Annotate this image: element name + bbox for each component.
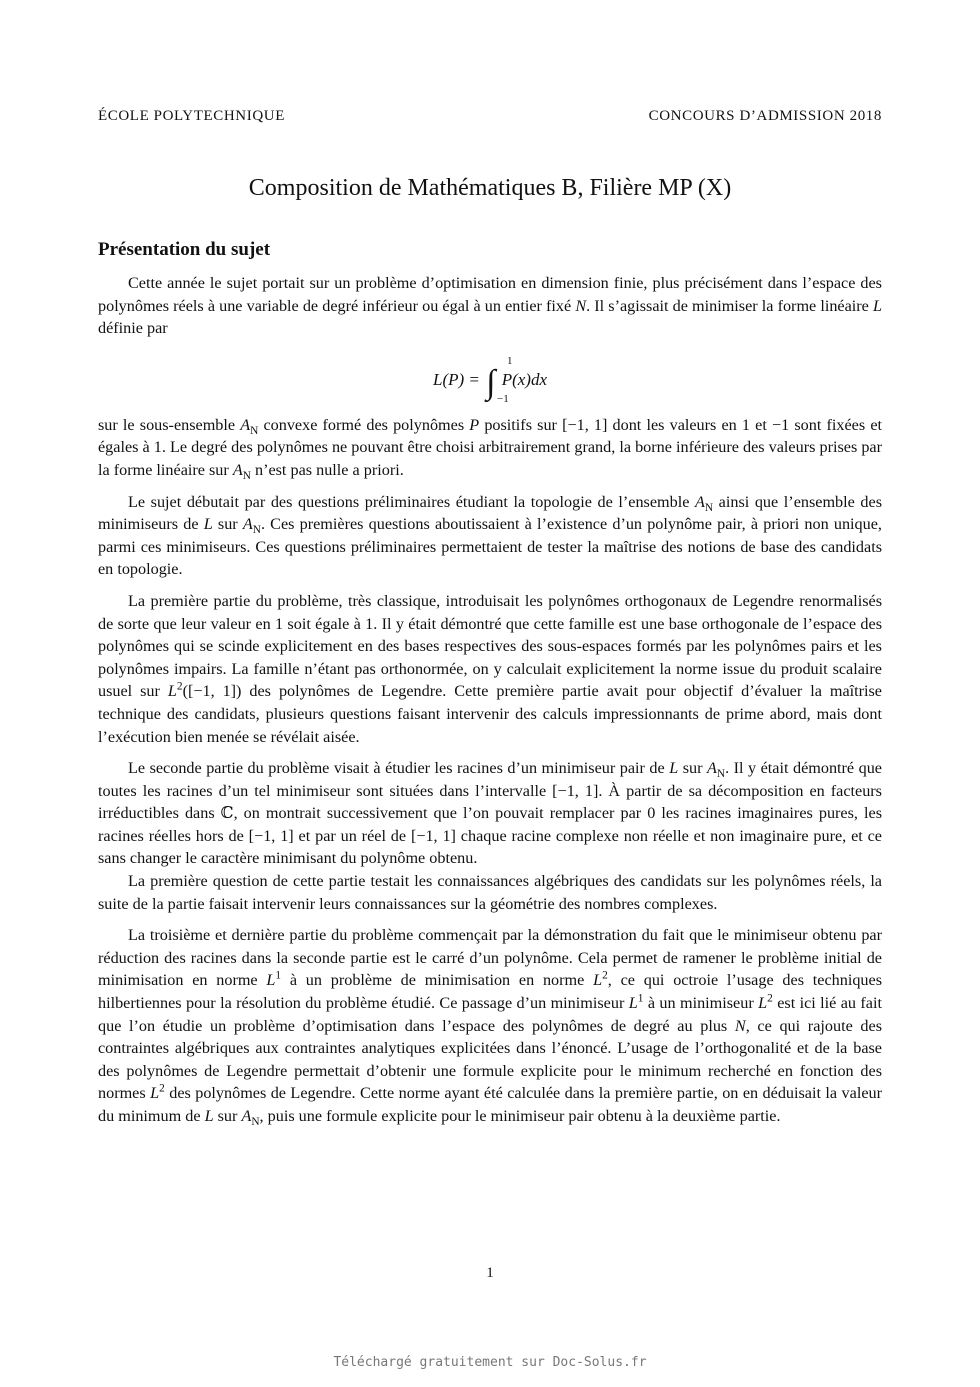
document-title: Composition de Mathématiques B, Filière MP (X): [248, 175, 732, 201]
paragraph-2: sur le sous-ensemble $A_N$ convexe formé des polynômes P positifs sur [−1, 1] dont les valeurs en 1 et −1 sont fixées et égales à 1. Le degré des polynômes ne pouvant être choisi arbitrairement grand, la borne inférieure des valeurs prises par la forme linéaire sur $A_N$ n’est pas nulle a priori.: [98, 415, 882, 483]
document-body: [98, 272, 882, 1128]
integral-sign: ∫: [486, 363, 496, 401]
paragraph-6: La première question de cette partie testait les connaissances algébriques des candidats sur les polynômes réels, la suite de la partie faisait intervenir leurs connaissances sur la géométrie des nombres complexes.: [98, 872, 882, 913]
paragraph-3: Le sujet débutait par des questions préliminaires étudiant la topologie de l’ensemble $A_N$ ainsi que l’ensemble des minimiseurs de L sur $A_N$. Ces premières questions aboutissaient à l’existence d’un polynôme pair, à priori non unique, parmi ces minimiseurs. Ces questions préliminaires permettaient de tester la maîtrise des notions de base des candidats en topologie.: [98, 492, 882, 579]
page-header: [98, 108, 882, 128]
formula-lhs: L(P) =: [432, 369, 480, 389]
paragraph-4: La première partie du problème, très classique, introduisait les polynômes orthogonaux de Legendre renormalisés de sorte que leur valeur en 1 soit égale à 1. Il y était démontré que cette famille est une base orthogonale de l’espace des polynômes qui se scinde explicitement en des bases respectives des sous-espaces formés par les polynômes pairs et les polynômes impairs. La famille n’étant pas orthonormée, on y calculait explicitement la norme issue du produit scalaire usuel sur $L^2([-1$, 1]) des polynômes de Legendre. Cette première partie avait pour objectif d’évaluer la maîtrise technique des candidats, plusieurs questions faisant intervenir des calculs impressionnants de prime abord, mais dont l’exécution bien menée se révélait aisée.: [98, 591, 882, 746]
page-number: 1: [486, 1265, 494, 1281]
integral-lower-bound: −1: [496, 392, 509, 405]
school-name: ÉCOLE POLYTECHNIQUE: [98, 108, 285, 124]
integral-upper-bound: 1: [506, 354, 513, 367]
formula-rhs: P(x)dx: [501, 369, 548, 389]
download-footer: Téléchargé gratuitement sur Doc-Solus.fr: [333, 1355, 647, 1370]
paragraph-1: Cette année le sujet portait sur un problème d’optimisation en dimension finie, plus précisément dans l’espace des polynômes réels à une variable de degré inférieur ou égal à un entier fixé N. Il s’agissait de minimiser la forme linéaire L définie par: [98, 274, 882, 338]
document-page: [98, 0, 882, 1387]
section-heading: Présentation du sujet: [98, 239, 271, 260]
paragraph-7: La troisième et dernière partie du problème commençait par la démonstration du fait que le minimiseur obtenu par réduction des racines dans la seconde partie est le carré d’un polynôme. Cela permet de ramener le problème initial de minimisation en norme $L^1$ à un problème de minimisation en norme $L^2$, ce qui octroie l’usage des techniques hilbertiennes pour la résolution du problème étudié. Ce passage d’un minimiseur $L^1$ à un minimiseur $L^2$ est ici lié au fait que l’on étudie un problème d’optimisation dans l’espace des polynômes de degré au plus N, ce qui rajoute des contraintes algébriques aux contraintes analytiques explicitées dans l’énoncé. L’usage de l’orthogonalité et de la base des polynômes de Legendre permettait d’obtenir une formule explicite pour le minimum recherché en fonction des normes $L^2$ des polynômes de Legendre. Cette norme ayant été calculée dans la première partie, on en déduisait la valeur du minimum de L sur $A_N$, puis une formule explicite pour le minimiseur pair obtenu à la deuxième partie.: [98, 926, 882, 1129]
paragraph-5: Le seconde partie du problème visait à étudier les racines d’un minimiseur pair de L sur $A_N$. Il y était démontré que toutes les racines d’un tel minimiseur sont situées dans l’intervalle [−1, 1]. À partir de sa décomposition en facteurs irréductibles dans ℂ, on montrait successivement que l’on pouvait remplacer par 0 les racines imaginaires pures, les racines réelles hors de [−1, 1] et par un réel de [−1, 1] chaque racine complexe non réelle et non imaginaire pure, et ce sans changer le caractère minimisant du polynôme obtenu.: [98, 759, 882, 868]
integral-formula: [98, 350, 882, 406]
exam-name: CONCOURS D’ADMISSION 2018: [648, 108, 882, 124]
